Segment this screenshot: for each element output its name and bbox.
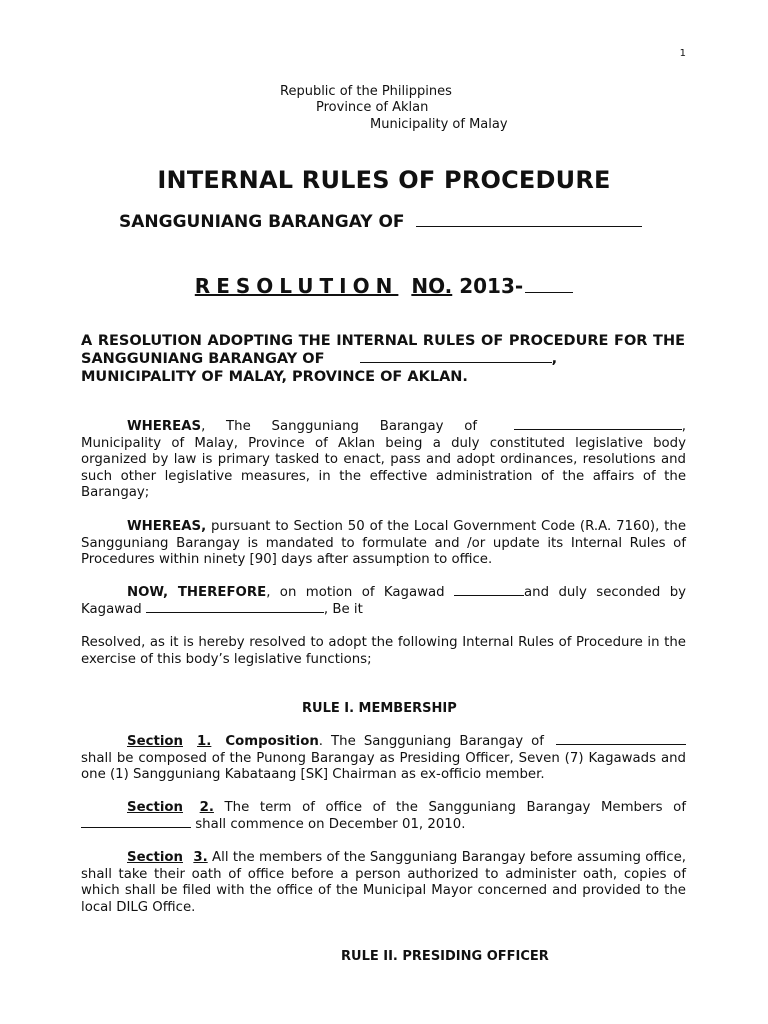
- now-therefore-label: NOW, THEREFORE: [127, 585, 267, 600]
- section-2-text-post: shall commence on December 01, 2010.: [191, 816, 466, 832]
- section-3-paragraph: [81, 850, 686, 916]
- resolution-number: 2013-: [452, 274, 524, 298]
- motion-kagawad-blank: [454, 595, 524, 596]
- section-3-text: All the members of the Sangguniang Barangay before assuming office, shall take their oath of office before a person authorized to administer oath, copies of which shall be filed with the office of the Municipal Mayor concerned and provided to the local DILG Office.: [81, 850, 686, 915]
- now-therefore-text-pre: , on motion of Kagawad: [266, 585, 445, 600]
- whereas1-text-pre: , The Sangguniang Barangay of: [201, 419, 478, 434]
- resolution-word: RESOLUTION: [194, 274, 399, 298]
- section-1-label: Section: [127, 734, 183, 749]
- document-title: INTERNAL RULES OF PROCEDURE: [157, 166, 611, 194]
- section-2-number: 2.: [199, 800, 214, 815]
- now-therefore-text-mid: and duly seconded by Kagawad: [81, 585, 687, 617]
- subtitle: [119, 212, 642, 232]
- resolution-title: [0, 274, 768, 298]
- page-number: 1: [679, 48, 686, 59]
- section-1-text-pre: . The Sangguniang Barangay of: [318, 734, 544, 749]
- section-3-number: 3.: [193, 850, 208, 865]
- header-province: Province of Aklan: [316, 100, 429, 115]
- barangay-name-blank: [416, 226, 642, 227]
- seconded-kagawad-blank: [146, 612, 324, 613]
- section-2-paragraph: [81, 800, 686, 833]
- subtitle-text: SANGGUNIANG BARANGAY OF: [119, 212, 405, 232]
- section-1-text-post: shall be composed of the Punong Barangay as Presiding Officer, Seven (7) Kagawads and one (1) Sangguniang Kabataang [SK] Chairman as ex-officio member.: [81, 750, 686, 783]
- section-1-barangay-blank: [556, 744, 686, 745]
- resolved-paragraph: Resolved, as it is hereby resolved to adopt the following Internal Rules of Procedure in the exercise of this body’s legislative functions;: [81, 635, 686, 667]
- whereas-label: WHEREAS: [127, 419, 202, 434]
- section-1-number: 1.: [197, 734, 212, 749]
- rule-2-title: RULE II. PRESIDING OFFICER: [341, 949, 549, 964]
- section-2-label: Section: [127, 800, 183, 815]
- section-3-label: Section: [127, 850, 183, 865]
- header-municipality: Municipality of Malay: [370, 117, 508, 132]
- whereas2-text: pursuant to Section 50 of the Local Government Code (R.A. 7160), the Sangguniang Barangay is mandated to formulate and /or update its Internal Rules of Procedures within ninety [90] days after assumption to office.: [81, 519, 686, 568]
- heading-barangay-blank: [360, 362, 552, 363]
- whereas-paragraph-2: [81, 519, 686, 569]
- now-therefore-paragraph: [81, 585, 686, 618]
- section-2-barangay-blank: [81, 827, 191, 828]
- whereas1-barangay-blank: [514, 429, 682, 430]
- whereas2-label: WHEREAS,: [127, 519, 207, 534]
- resolution-number-blank: [525, 292, 573, 293]
- resolution-heading: A RESOLUTION ADOPTING THE INTERNAL RULES OF PROCEDURE FOR THE SANGGUNIANG BARANGAY OF , MUNICIPALITY OF MALAY, PROVINCE OF AKLAN.: [81, 333, 685, 385]
- rule-1-title: RULE I. MEMBERSHIP: [302, 701, 457, 716]
- whereas1-text-post: , Municipality of Malay, Province of Aklan being a duly constituted legislative body organized by law is primary tasked to enact, pass and adopt ordinances, resolutions and such other legislative measures, in the effective administration of the affairs of the Barangay;: [81, 419, 686, 501]
- now-therefore-text-post: , Be it: [323, 601, 363, 617]
- section-1-paragraph: [81, 734, 686, 784]
- heading-text: A RESOLUTION ADOPTING THE INTERNAL RULES OF PROCEDURE FOR THE SANGGUNIANG BARANGAY OF: [81, 333, 685, 367]
- resolution-no-label: NO.: [411, 274, 453, 298]
- section-2-text-pre: The term of office of the Sangguniang Barangay Members of: [213, 800, 686, 815]
- whereas-paragraph-1: [81, 419, 686, 502]
- heading-tail: MUNICIPALITY OF MALAY, PROVINCE OF AKLAN.: [81, 369, 468, 385]
- section-1-heading: Composition: [225, 734, 319, 749]
- header-republic: Republic of the Philippines: [280, 84, 452, 99]
